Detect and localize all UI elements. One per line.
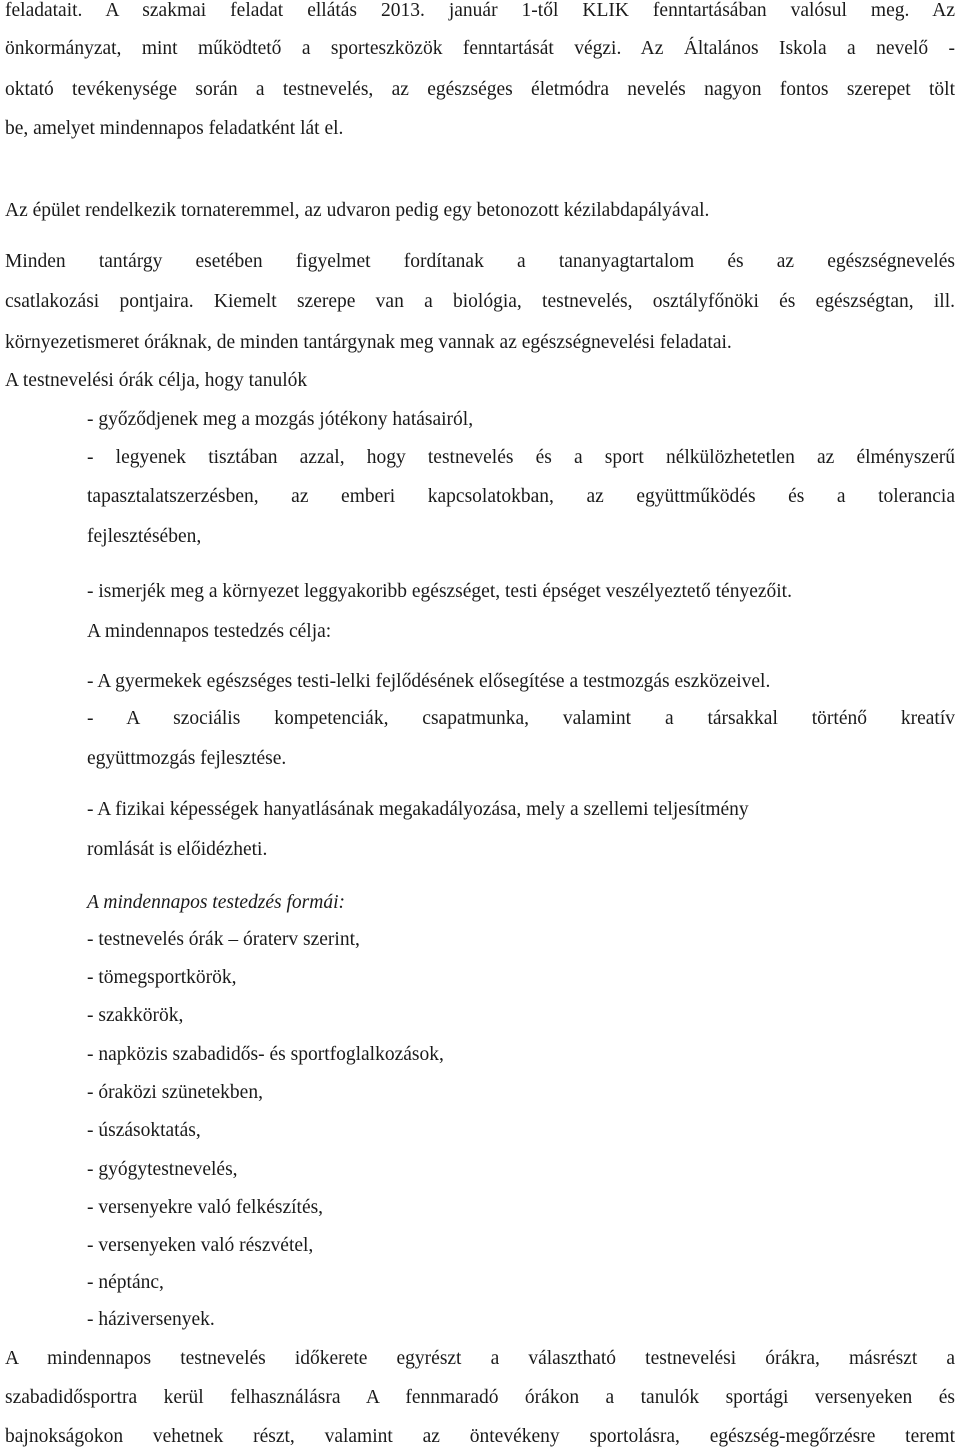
daily-goal-2-line-2: együttmozgás fejlesztése.: [87, 748, 287, 769]
subjects-line-2: csatlakozási pontjaira. Kiemelt szerepe van a biológia, testnevelés, osztályfőnöki és egészségtan, ill.: [5, 291, 955, 312]
pe-goal-heading: A testnevelési órák célja, hogy tanulók: [5, 370, 308, 391]
form-item: - néptánc,: [87, 1272, 164, 1293]
building-paragraph: Az épület rendelkezik tornateremmel, az udvaron pedig egy betonozott kézilabdapályával.: [5, 200, 710, 221]
pe-goal-2-line-3: fejlesztésében,: [87, 526, 202, 547]
daily-goal-1: - A gyermekek egészséges testi-lelki fejlődésének elősegítése a testmozgás eszközeivel.: [87, 671, 771, 692]
closing-line-2: szabadidősportra kerül felhasználásra A fennmaradó órákon a tanulók sportági versenyeken és: [5, 1387, 955, 1408]
pe-goal-1: - győződjenek meg a mozgás jótékony hatásairól,: [87, 409, 474, 430]
intro-line-3: oktató tevékenysége során a testnevelés, az egészséges életmódra nevelés nagyon fontos szerepet tölt: [5, 79, 955, 100]
intro-line-1: feladatait. A szakmai feladat ellátás 2013. január 1-től KLIK fenntartásában valósul meg. Az: [5, 0, 955, 21]
pe-goal-2-line-1: - legyenek tisztában azzal, hogy testnevelés és a sport nélkülözhetetlen az élményszerű: [87, 447, 955, 468]
daily-goal-heading: A mindennapos testedzés célja:: [87, 621, 332, 642]
closing-line-3: bajnokságokon vehetnek részt, valamint az öntevékeny sportolásra, egészség-megőrzésre teremt: [5, 1426, 955, 1447]
form-item: - testnevelés órák – óraterv szerint,: [87, 929, 360, 950]
daily-goal-3-line-2: romlását is előidézheti.: [87, 839, 268, 860]
subjects-line-3: környezetismeret óráknak, de minden tantárgynak meg vannak az egészségnevelési feladatai.: [5, 332, 732, 353]
closing-line-1: A mindennapos testnevelés időkerete egyrészt a választható testnevelési órákra, másrészt a: [5, 1348, 955, 1369]
intro-line-4: be, amelyet mindennapos feladatként lát el.: [5, 118, 344, 139]
pe-goal-3: - ismerjék meg a környezet leggyakoribb egészséget, testi épséget veszélyeztető tényezőit.: [87, 581, 792, 602]
form-item: - háziversenyek.: [87, 1309, 215, 1330]
form-item: - óraközi szünetekben,: [87, 1082, 263, 1103]
intro-line-2: önkormányzat, mint működtető a sporteszközök fenntartását végzi. Az Általános Iskola a nevelő -: [5, 38, 955, 59]
form-item: - versenyeken való részvétel,: [87, 1235, 314, 1256]
form-item: - versenyekre való felkészítés,: [87, 1197, 324, 1218]
form-item: - úszásoktatás,: [87, 1120, 201, 1141]
forms-heading: A mindennapos testedzés formái:: [87, 892, 345, 913]
form-item: - napközis szabadidős- és sportfoglalkozások,: [87, 1044, 444, 1065]
daily-goal-3-line-1: - A fizikai képességek hanyatlásának megakadályozása, mely a szellemi teljesítmény: [87, 799, 749, 820]
form-item: - tömegsportkörök,: [87, 967, 237, 988]
form-item: - szakkörök,: [87, 1005, 184, 1026]
form-item: - gyógytestnevelés,: [87, 1159, 238, 1180]
daily-goal-2-line-1: - A szociális kompetenciák, csapatmunka, valamint a társakkal történő kreatív: [87, 708, 955, 729]
subjects-line-1: Minden tantárgy esetében figyelmet fordítanak a tananyagtartalom és az egészségnevelés: [5, 251, 955, 272]
pe-goal-2-line-2: tapasztalatszerzésben, az emberi kapcsolatokban, az együttműködés és a tolerancia: [87, 486, 955, 507]
